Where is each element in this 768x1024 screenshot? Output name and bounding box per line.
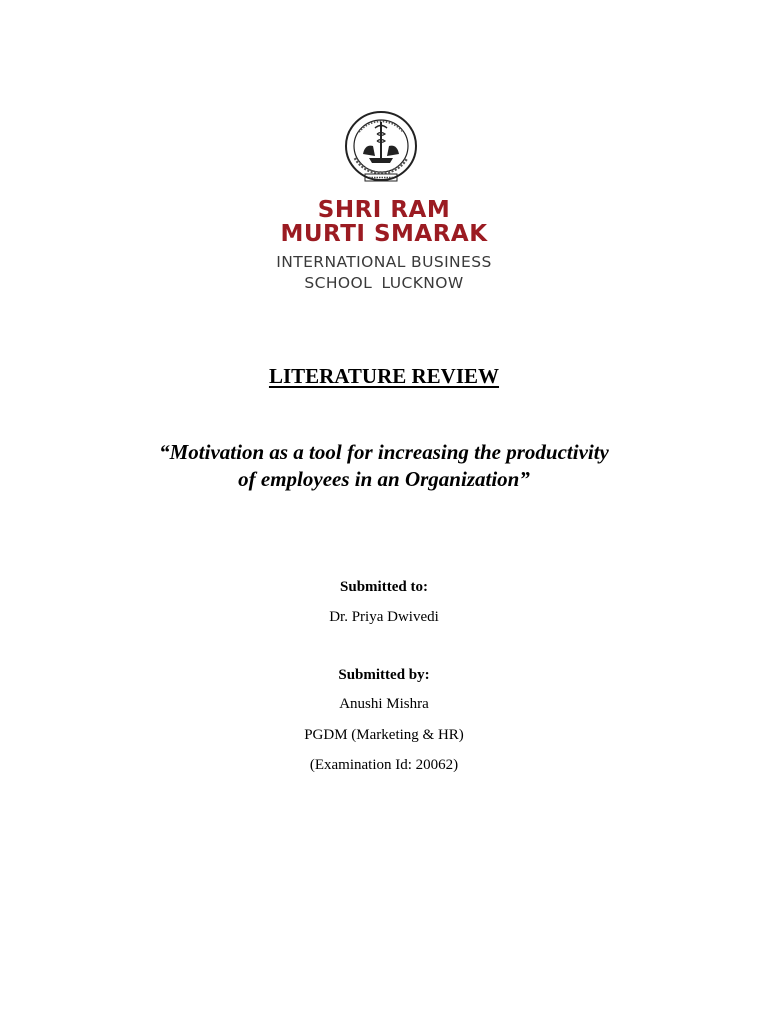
institution-subtitle-line1: INTERNATIONAL BUSINESS — [276, 253, 492, 271]
examination-id: (Examination Id: 20062) — [309, 757, 459, 773]
institution-name-line2: MURTI SMARAK — [280, 221, 488, 247]
institution-subtitle-line2: SCHOOL LUCKNOW — [304, 274, 464, 292]
institution-name-line1: SHRI RAM — [317, 197, 451, 223]
program-name: PGDM (Marketing & HR) — [304, 727, 464, 743]
document-title: LITERATURE REVIEW — [268, 364, 500, 388]
submitted-by-label: Submitted by: — [338, 667, 430, 683]
submitted-to-label: Submitted to: — [340, 579, 428, 595]
document-topic — [60, 439, 708, 493]
topic-line2: of employees in an Organization” — [238, 467, 530, 491]
institution-seal-icon — [343, 108, 419, 188]
submitted-by-name: Anushi Mishra — [339, 696, 429, 712]
submitted-to-name: Dr. Priya Dwivedi — [329, 609, 439, 625]
topic-line1: “Motivation as a tool for increasing the productivity — [159, 440, 609, 464]
